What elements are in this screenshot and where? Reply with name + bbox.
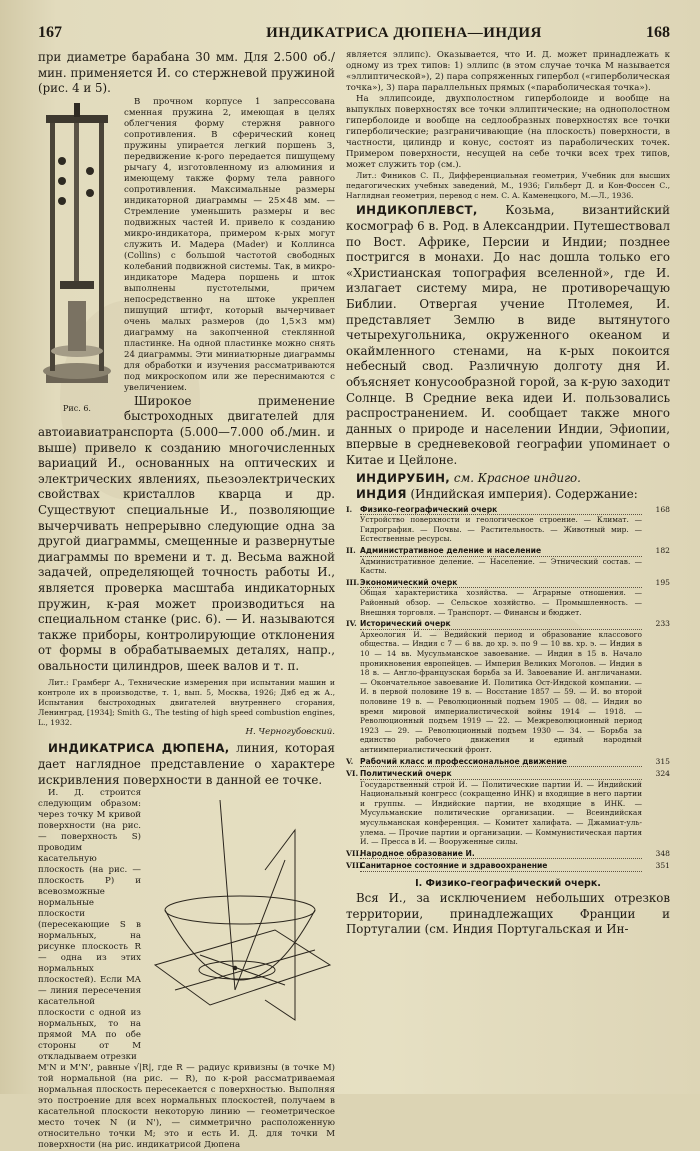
figure-caption: Рис. 6. [63,403,91,413]
toc-number: II. [346,546,356,556]
toc-page: 348 [655,848,670,858]
running-title: ИНДИКАТРИСА ДЮПЕНА—ИНДИЯ [266,25,542,41]
toc-item [346,619,670,630]
indirubin-entry [346,471,670,487]
toc-item [346,861,670,872]
headword: ИНДИЯ [356,487,407,502]
toc-number: I. [346,504,353,514]
paragraph: В прочном корпусе 1 запрессована сменная пружина 2, имеющая в целях облегчения форму стержня равного сопротивления. В сферический конец пружины упирается легкий поршень 3, передвижение к-рого передается пишущему рычагу 4, изготовленному из алюминия и имеющему также форму тела равного сопротивления. Максимальные размеры индикаторной диаграммы — 25×48 мм. — Стремление уменьшить размеры и вес подвижных частей И. привело к созданию микро-индикатора, примером к-рых могут служить И. Мадера (Mader) и Коллинса (Collins) с большой частотой свободных колебаний подвижной системы. Так, в микро-индикаторе Мадера поршень и шток выполнены пустотелыми, причем непосредственно на штоке укреплен пишущий штифт, который вычерчивает очень малых размеров (до 1,5×3 мм) диаграмму на закопченной стеклянной пластинке. На одной пластинке можно снять 24 диаграммы. Эти миниатюрные диаграммы для обработки и изучения рассматриваются под микроскопом или же переснимаются с увеличением. [124,96,335,393]
author-signature: Н. Черногубовский. [245,727,335,738]
entry-text: И. Д. строится следующим образом: через точку M кривой поверхности (на рис. — поверхность S) проводим касательную плоскость (на рис. — плоскость P) и всевозможные нормальные плоскости (пересекающие S в нормальных, на рисунке плоскость R — одна из этих нормальных плоскостей). Если MA — линия пересечения касательной плоскости с одной из нормальных, то на прямой MA по обе стороны от M откладываем отрезки [38,788,141,1063]
toc-page: 195 [655,577,670,587]
toc-page: 168 [655,504,670,514]
paragraph: при диаметре барабана 30 мм. Для 2.500 об./мин. применяется И. со стержневой пружиной (рис. 4 и 5). [38,50,335,96]
toc-number: VIII. [346,861,366,871]
toc-item [346,769,670,780]
page-header [38,22,670,46]
toc-item [346,757,670,768]
entry-text: На эллипсоиде, двухполостном гиперболоиде и вообще на выпуклых поверхностях все точки эллиптические; на однополостном гиперболоиде и вообще на седлообразных поверхностях все точки гиперболические; разграничивающие (на плоскость) поверхности, в частности, цилиндр и конус, состоят из параболических точек. Примером поверхности, несущей на себе точки всех трех типов, может служить тор (см.). [346,94,670,170]
toc-title: Физико-географический очерк [360,505,642,516]
entry-text: M'N и M'N', равные √|R|, где R — радиус кривизны (в точке M) той нормальной (на рис. — R), по к-рой рассматриваемая нормальная плоскость пересекается с поверхностью. Выполняя это построение для всех нормальных плоскостей, получаем в касательной плоскости некоторую линию — геометрическое место точек N (и N'), — симметрично расположенную относительно точки M; это и есть И. Д. для точки M поверхности (на рис. индикатрисой Дюпена [38,1063,335,1151]
page-number-left: 167 [38,24,62,41]
toc-item [346,578,670,589]
toc-item [346,546,670,557]
toc-subtopics: Государственный строй И. — Политические партии И. — Индийский Национальный конгресс (сокращенно ИНК) и входящие в него партии и группы. — Индийские партии, не входящие в ИНК. — Мусульманские политические организации. — Всеиндийская мусульманская конференция. — Комитет халифата. — Джамиат-уль-улема. — Прочие партии и организации. — Коммунистическая партия И. — Пресса в И. — Вооруженные силы. [360,779,642,847]
entry-text: является эллипс). Оказывается, что И. Д. может принадлежать к одному из трех типов: 1) эллипс (в этом случае точка M называется «эллиптической»), 2) пара сопряженных гипербол («гиперболическая точка»), 3) пара параллельных прямых («параболическая точка»). [346,50,670,93]
toc-subtopics: Административное деление. — Население. — Этнический состав. — Касты. [360,556,642,576]
page-number-right: 168 [646,24,670,41]
left-column [38,50,335,1151]
headword: ИНДИКАТРИСА ДЮПЕНА, [48,741,230,756]
section-heading: I. Физико-географический очерк. [415,878,601,890]
entry-text: линия, которая дает наглядное представление о характере искривления поверхности в данной ее точке. [38,741,335,787]
toc-page: 233 [655,619,670,629]
toc-title: Административное деление и население [360,546,642,557]
entry-text: Вся И., за исключением небольших отрезков территории, принадлежащих Франции и Португалии (см. Индия Португальская и Ин- [346,891,670,937]
literature: Лит.: Фиников С. П., Дифференциальная геометрия, Учебник для высших педагогических учебных заведений, М., 1936; Гильберт Д. и Кон-Фоссен С., Наглядная геометрия, перевод с нем. С. А. Каменецкого, М.—Л., 1936. [346,171,670,200]
toc-title: Экономический очерк [360,578,642,589]
toc-number: VI. [346,769,359,779]
toc-subtopics: Общая характеристика хозяйства. — Аграрные отношения. — Районный обзор. — Сельское хозяйство. — Промышленность. — Внешняя торговля. — Транспорт. — Финансы и бюджет. [360,588,642,617]
toc-subtopics: Устройство поверхности и геологическое строение. — Климат. — Гидрография. — Почвы. — Растительность. — Животный мир. — Естественные ресурсы. [360,515,642,544]
toc-number: III. [346,577,360,587]
headword: ИНДИРУБИН, [356,471,451,486]
figure-6 [38,101,116,413]
toc-title: Рабочий класс и профессиональное движение [360,757,642,768]
toc-page: 324 [655,769,670,779]
paragraph: Широкое применение быстроходных двигателей для автоиавиатранспорта (5.000—7.000 об./мин. и выше) привело к созданию многочисленных вариаций И., основанных на оптических и электрических явлениях, пьезоэлектрических свойствах кристаллов кварца и др. Существуют специальные И., позволяющие вычерчивать непрерывно следующие одна за другой диаграммы, смещенные и развернутые диаграммы по времени и т. д. Весьма важной задачей, определяющей точность работы И., является проверка масштаба индикаторных пружин, к-рая может производиться на специальном станке (рис. 6). — И. называются также приборы, контролирующие отклонения от формы в обрабатываемых деталях, напр., овальности цилиндров, шеек валов и т. п. [38,393,335,673]
toc-title: Исторический очерк [360,619,642,630]
dupin-indicatrix-drawing [145,790,335,1040]
toc-page: 351 [655,861,670,871]
toc-number: VII. [346,848,362,858]
literature: Лит.: Грамберг А., Технические измерения при испытании машин и контроле их в производстве, т. 1, вып. 5, Москва, 1926; Дяб ед ж А., Испытания быстроходных двигателей внутреннего сгорания, Ленинград, [1934]; Smith G., The testing of high speed combustion engines, L., 1932. [38,678,335,727]
toc-title: Санитарное состояние и здравоохранение [360,861,642,872]
india-entry [346,487,670,503]
toc-number: V. [346,756,354,766]
entry-text: Козьма, византийский космограф 6 в. Род. в Александрии. Путешествовал по Вост. Африке, Персии и Индии; позднее постригся в монахи. До нас дошла только его «Христианская топография вселенной», где И. излагает систему мира, не противоречащую Библии. Отвергая учение Птолемея, И. представляет Землю в виде вытянутого четырехугольника, окруженного океаном и окаймленного стенами, на к-рых покоится небесный свод. Различную долготу дня И. объясняет конусообразной горой, за к-рую заходит Солнце. В Средние века идеи И. пользовались распространением. И. сообщает также много данных о природе и населении Индии, Эфиопии, впервые в средневековой географии упоминает о Китае и Цейлоне. [346,203,671,467]
toc-number: IV. [346,619,357,629]
dupin-entry [38,741,335,788]
calibration-rig-drawing [38,101,116,401]
toc-title: Народное образование И. [360,849,642,860]
table-of-contents [346,505,670,872]
toc-subtopics: Археология И. — Ведийский период и образование классового общества. — Индия с 7 — 6 вв. до хр. э. по 9 — 10 вв. хр. э. — Индия в 10 — 14 вв. Мусульманское завоевание. — Индия в 15 в. Начало проникновения европейцев. — Империя Великих Моголов. — Индия в 18 в. — Англо-французская борьба за И. Завоевание И. англичанами. — Окончательное завоевание И. Политика Ост-Индской компании. — И. в первой половине 19 в. — Восстание 1857 — 59. — И. во второй половине 19 в. — Революционный подъем 1905 — 08. — Индия во время мировой империалистической войны 1914 — 1918. — Революционный подъем 1919 — 22. — Межреволюционный период 1923 — 29. — Революционный подъем 1930 — 34. — Борьба за единство рабочего движения и единый народный антиимпериалистический фронт. [360,629,642,754]
headword: ИНДИКОПЛЕВСТ, [356,203,478,218]
toc-page: 182 [655,546,670,556]
toc-item [346,849,670,860]
toc-title: Политический очерк [360,769,642,780]
right-column [346,50,670,1078]
indikoplevst-entry [346,203,670,468]
cross-reference: см. Красное индиго. [453,471,581,486]
dupin-figure [145,790,335,1044]
toc-item [346,505,670,516]
toc-page: 315 [655,756,670,766]
entry-text: (Индийская империя). Содержание: [410,487,638,502]
